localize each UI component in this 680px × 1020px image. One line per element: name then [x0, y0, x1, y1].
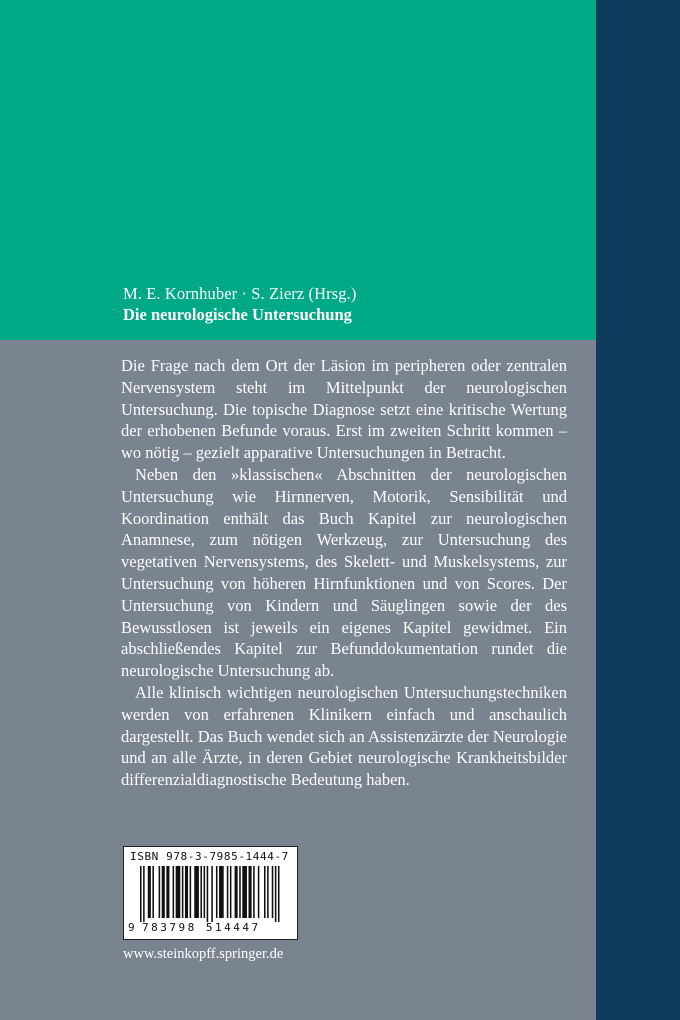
blurb-paragraph: Alle klinisch wichtigen neurologischen Untersuchungstechniken werden von erfahrenen Klinikern einfach und anschaulich dargestellt. Das Buch wendet sich an Assistenzärzte der Neurologie und an alle Ärzte, in deren Gebiet neurologische Krankheitsbilder differenzialdiagnostische Bedeutung haben.: [121, 682, 567, 790]
blurb-text: [121, 355, 567, 791]
book-authors: M. E. Kornhuber · S. Zierz (Hrsg.): [123, 284, 357, 303]
blurb-paragraph: Die Frage nach dem Ort der Läsion im peripheren oder zentralen Nervensystem steht im Mittelpunkt der neurologischen Untersuchung. Die topische Diagnose setzt eine kritische Wertung der erhobenen Befunde voraus. Erst im zweiten Schritt kommen – wo nötig – gezielt apparative Untersuchungen in Betracht.: [121, 356, 567, 463]
book-spine-strip: [596, 0, 680, 1020]
barcode-icon: [140, 866, 290, 922]
barcode-digits: 783798 514447: [142, 921, 261, 934]
barcode-lead-digit: 9: [128, 921, 135, 934]
publisher-website: www.steinkopff.springer.de: [123, 946, 284, 962]
isbn-label: ISBN 978-3-7985-1444-7: [130, 850, 289, 863]
blurb-paragraph: Neben den »klassischen« Abschnitten der neurologischen Untersuchung wie Hirnnerven, Motorik, Sensibilität und Koordination enthält das Buch Kapitel zur neurologischen Anamnese, zum nötigen Werkzeug, zur Untersuchung des vegetativen Nervensystems, des Skelett- und Muskelsystems, zur Untersuchung von höheren Hirnfunktionen und von Scores. Der Untersuchung von Kindern und Säuglingen sowie der des Bewusstlosen ist jeweils ein eigenes Kapitel gewidmet. Ein abschließendes Kapitel zur Befunddokumentation rundet die neurologische Untersuchung ab.: [121, 464, 567, 681]
book-title: Die neurologische Untersuchung: [123, 305, 352, 324]
isbn-barcode-box: [123, 846, 298, 940]
